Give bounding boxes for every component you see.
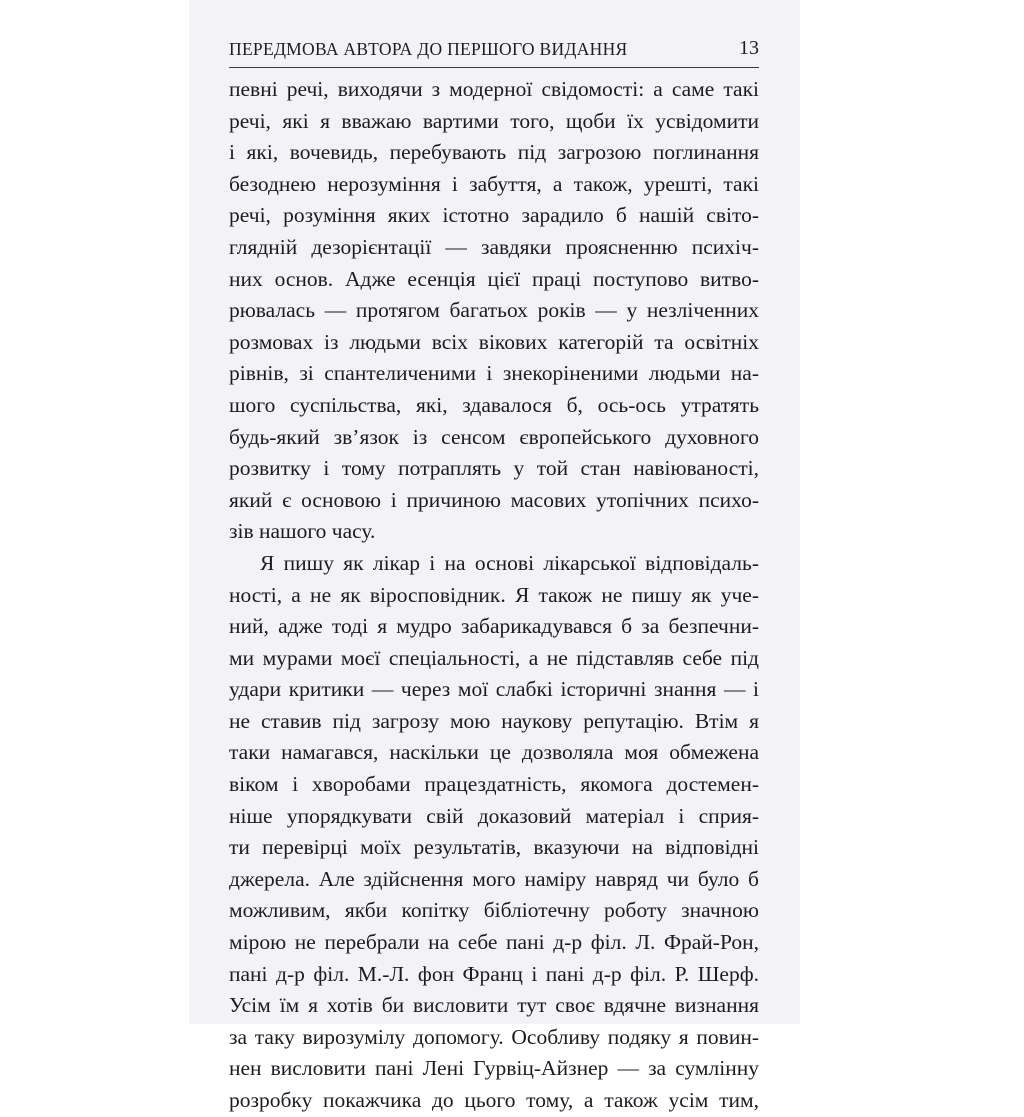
running-head: ПЕРЕДМОВА АВТОРА ДО ПЕРШОГО ВИДАННЯ [229,39,628,59]
text-line: віком і хворобами працездатність, якомога достемен- [229,772,759,797]
text-line: безоднею нерозуміння і забуття, а також, урешті, такі [229,171,759,196]
text-line: ний, адже тоді я мудро забарикадувався б за безпечни- [229,614,759,639]
text-line: який є основою і причиною масових утопічних психо- [229,487,759,512]
text-line: рювалась — протягом багатьох років — у незліченних [229,298,759,323]
text-line: розмовах із людьми всіх вікових категорій та освітніх [229,329,759,354]
text-line: ності, а не як віросповідник. Я також не пишу як учe- [229,582,759,607]
text-line: Усім їм я хотів би висловити тут своє вдячне визнання [229,993,759,1018]
text-line: джерела. Але здійснення мого наміру навряд чи було б [229,866,759,891]
text-line: речі, які я вважаю вартими того, щоби їх усвідомити [229,108,759,133]
text-line: ніше упорядкувати свій доказовий матеріал і сприя- [229,803,759,828]
paragraph [229,74,759,548]
paragraph [229,548,759,1117]
book-page [189,0,800,1112]
text-line: рівнів, зі спантеличеними і знекоріненими людьми на- [229,361,759,386]
header-rule [229,67,759,68]
text-line: будь-який зв’язок із сенсом європейського духовного [229,424,759,449]
text-line: за таку вирозумілу допомогу. Особливу подяку я повин- [229,1024,759,1049]
text-line: них основ. Адже есенція цієї праці поступово витво- [229,266,759,291]
text-line: не ставив під загрозу мою наукову репутацію. Втім я [229,708,759,733]
text-line: розвитку і тому потраплять у той стан навіюваності, [229,456,759,481]
text-line: і які, вочевидь, перебувають під загрозою поглинання [229,140,759,165]
page-header [229,36,759,66]
text-line: можливим, якби копітку бібліотечну роботу значною [229,898,759,923]
text-line: мірою не перебрали на себе пані д-р філ. Л. Фрай-Рон, [229,930,759,955]
text-line: речі, розуміння яких істотно зарадило б нашій світо- [229,203,759,228]
text-line: розробку покажчика до цього тому, а також усім тим, [229,1088,759,1112]
text-line: ми мурами моєї спеціальності, а не підставляв себе під [229,645,759,670]
text-line: ти перевірці моїх результатів, вказуючи на відповідні [229,835,759,860]
text-line: Я пишу як лікар і на основі лікарської відповідаль- [260,550,759,575]
text-line: пані д-р філ. М.-Л. фон Франц і пані д-р філ. Р. Шерф. [229,961,759,986]
text-line: зів нашого часу. [229,519,376,544]
text-line: глядній дезорієнтації — завдяки проясненню психіч- [229,234,759,259]
body-text [229,74,759,1117]
page-number: 13 [739,37,759,59]
text-line: нен висловити пані Лені Гурвіц-Айзнер — за сумлінну [229,1056,759,1081]
text-line: певні речі, виходячи з модерної свідомості: а саме такі [229,77,759,101]
text-line: шого суспільства, які, здавалося б, ось-ось утратять [229,392,759,417]
text-line: удари критики — через мої слабкі історичні знання — і [229,677,759,702]
text-line: таки намагався, наскільки це дозволяла моя обмежена [229,740,759,765]
